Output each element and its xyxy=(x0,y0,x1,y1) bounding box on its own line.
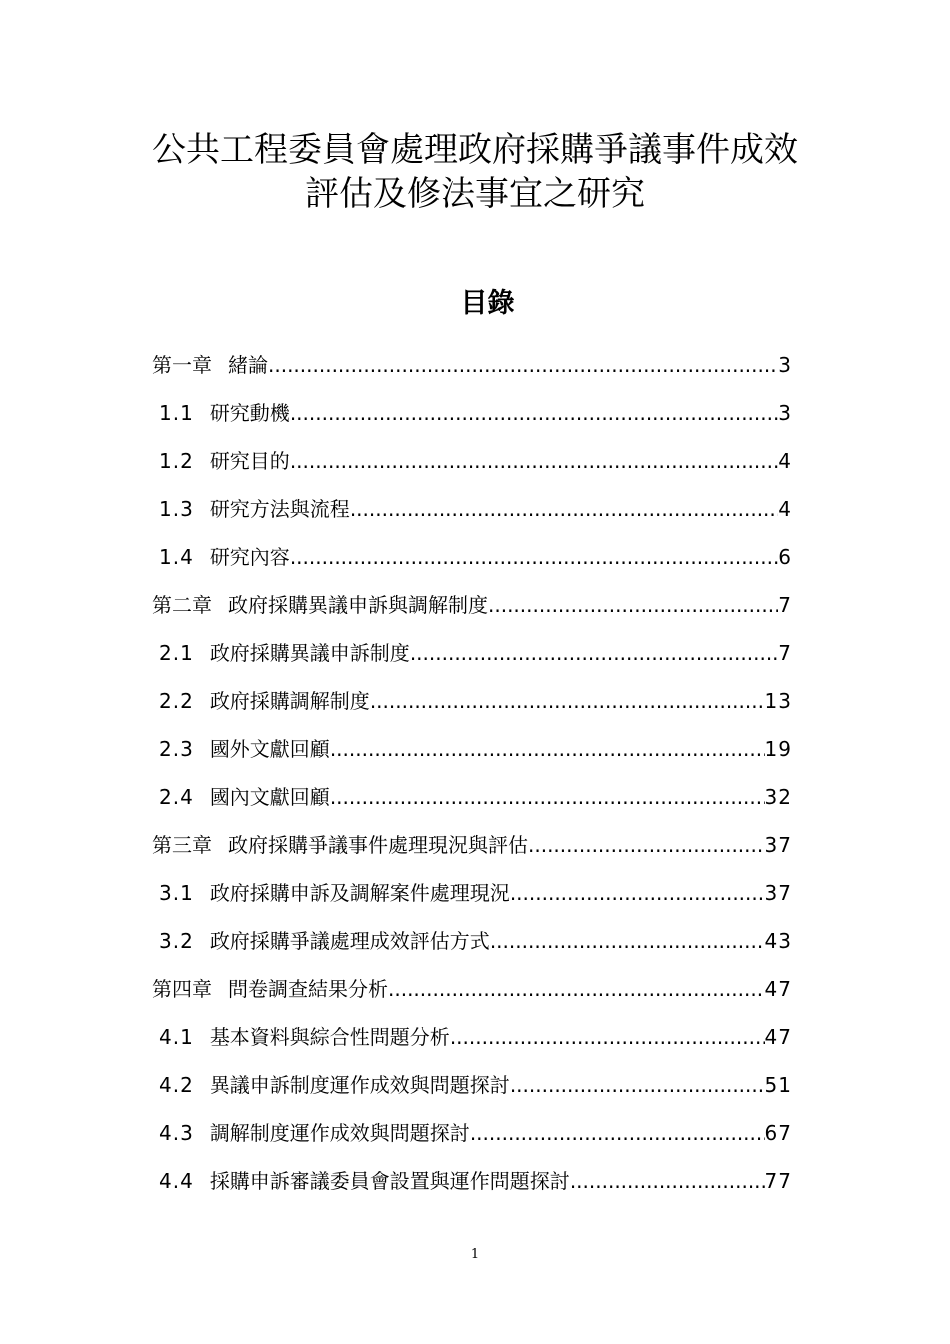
toc-dot-leader xyxy=(510,1066,765,1104)
toc-chapter-entry xyxy=(152,586,792,634)
toc-dot-leader xyxy=(470,1114,765,1152)
toc-section-entry xyxy=(152,922,792,970)
toc-entry-number: 1.4 xyxy=(159,545,194,569)
toc-entry-title: 政府採購異議申訴與調解制度 xyxy=(228,593,488,617)
toc-dot-leader xyxy=(510,874,765,912)
toc-dot-leader xyxy=(290,394,778,432)
toc-section-entry xyxy=(152,634,792,682)
toc-entry-title: 研究內容 xyxy=(209,545,290,569)
toc-dot-leader xyxy=(490,922,765,960)
toc-entry-number: 1.3 xyxy=(159,497,194,521)
toc-section-entry xyxy=(152,682,792,730)
toc-section-entry xyxy=(152,1162,792,1210)
toc-section-entry xyxy=(152,394,792,442)
toc-dot-leader xyxy=(330,730,765,768)
toc-chapter-entry xyxy=(152,970,792,1018)
toc-section-entry xyxy=(152,490,792,538)
toc-entry-title: 研究目的 xyxy=(209,449,290,473)
toc-section-entry xyxy=(152,874,792,922)
toc-entry-page: 47 xyxy=(764,1025,792,1049)
toc-dot-leader xyxy=(330,778,765,816)
toc-entry-number: 2.4 xyxy=(159,785,194,809)
toc-dot-leader xyxy=(370,682,765,720)
toc-dot-leader xyxy=(290,538,778,576)
toc-entry-page: 77 xyxy=(764,1169,792,1193)
toc-entry-title: 研究動機 xyxy=(209,401,290,425)
toc-entry-title: 政府採購爭議處理成效評估方式 xyxy=(209,929,490,953)
toc-entry-number: 第一章 xyxy=(152,353,212,377)
toc-dot-leader xyxy=(268,346,778,384)
toc-dot-leader xyxy=(350,490,778,528)
toc-dot-leader xyxy=(450,1018,765,1056)
toc-entry-title: 政府採購調解制度 xyxy=(209,689,370,713)
toc-entry-page: 47 xyxy=(764,977,792,1001)
toc-entry-page: 43 xyxy=(764,929,792,953)
toc-entry-title: 問卷調查結果分析 xyxy=(228,977,388,1001)
toc-entry-page: 19 xyxy=(764,737,792,761)
toc-section-entry xyxy=(152,538,792,586)
toc-entry-number: 1.1 xyxy=(159,401,194,425)
toc-entry-title: 調解制度運作成效與問題探討 xyxy=(209,1121,470,1145)
toc-entry-page: 32 xyxy=(764,785,792,809)
toc-dot-leader xyxy=(388,970,765,1008)
toc-dot-leader xyxy=(528,826,765,864)
toc-entry-number: 4.4 xyxy=(159,1169,194,1193)
toc-entry-page: 67 xyxy=(764,1121,792,1145)
toc-entry-number: 3.1 xyxy=(159,881,194,905)
toc-entry-title: 國內文獻回顧 xyxy=(209,785,330,809)
toc-entry-number: 第四章 xyxy=(152,977,212,1001)
toc-entry-number: 3.2 xyxy=(159,929,194,953)
toc-entry-title: 國外文獻回顧 xyxy=(209,737,330,761)
toc-section-entry xyxy=(152,778,792,826)
toc-entry-title: 政府採購申訴及調解案件處理現況 xyxy=(209,881,510,905)
document-title xyxy=(0,128,950,216)
table-of-contents xyxy=(152,346,792,1210)
toc-dot-leader xyxy=(488,586,778,624)
document-title-line-1: 公共工程委員會處理政府採購爭議事件成效 xyxy=(152,130,798,170)
toc-entry-number: 4.2 xyxy=(159,1073,194,1097)
toc-entry-page: 4 xyxy=(778,449,792,473)
toc-chapter-entry xyxy=(152,346,792,394)
toc-entry-title: 緒論 xyxy=(228,353,268,377)
toc-entry-number: 4.1 xyxy=(159,1025,194,1049)
toc-entry-number: 2.3 xyxy=(159,737,194,761)
toc-section-entry xyxy=(152,442,792,490)
toc-section-entry xyxy=(152,1018,792,1066)
toc-entry-title: 政府採購爭議事件處理現況與評估 xyxy=(228,833,528,857)
toc-entry-title: 異議申訴制度運作成效與問題探討 xyxy=(209,1073,510,1097)
toc-entry-number: 2.1 xyxy=(159,641,194,665)
toc-dot-leader xyxy=(290,442,778,480)
toc-entry-number: 4.3 xyxy=(159,1121,194,1145)
toc-section-entry xyxy=(152,1114,792,1162)
toc-entry-page: 3 xyxy=(778,401,792,425)
toc-entry-number: 第二章 xyxy=(152,593,212,617)
toc-dot-leader xyxy=(410,634,778,672)
toc-entry-number: 1.2 xyxy=(159,449,194,473)
toc-entry-title: 基本資料與綜合性問題分析 xyxy=(209,1025,450,1049)
toc-entry-title: 政府採購異議申訴制度 xyxy=(209,641,410,665)
page-number: 1 xyxy=(470,1247,480,1262)
toc-entry-page: 13 xyxy=(764,689,792,713)
toc-entry-number: 2.2 xyxy=(159,689,194,713)
toc-section-entry xyxy=(152,1066,792,1114)
toc-section-entry xyxy=(152,730,792,778)
toc-entry-title: 採購申訴審議委員會設置與運作問題探討 xyxy=(209,1169,570,1193)
toc-entry-page: 6 xyxy=(778,545,792,569)
toc-entry-page: 51 xyxy=(764,1073,792,1097)
toc-entry-title: 研究方法與流程 xyxy=(209,497,350,521)
toc-entry-page: 7 xyxy=(778,593,792,617)
toc-entry-page: 3 xyxy=(778,353,792,377)
toc-heading: 目錄 xyxy=(460,288,515,319)
toc-entry-number: 第三章 xyxy=(152,833,212,857)
toc-entry-page: 37 xyxy=(764,833,792,857)
toc-entry-page: 37 xyxy=(764,881,792,905)
toc-entry-page: 7 xyxy=(778,641,792,665)
toc-entry-page: 4 xyxy=(778,497,792,521)
toc-dot-leader xyxy=(570,1162,765,1200)
toc-chapter-entry xyxy=(152,826,792,874)
document-title-line-2: 評估及修法事宜之研究 xyxy=(305,174,645,214)
